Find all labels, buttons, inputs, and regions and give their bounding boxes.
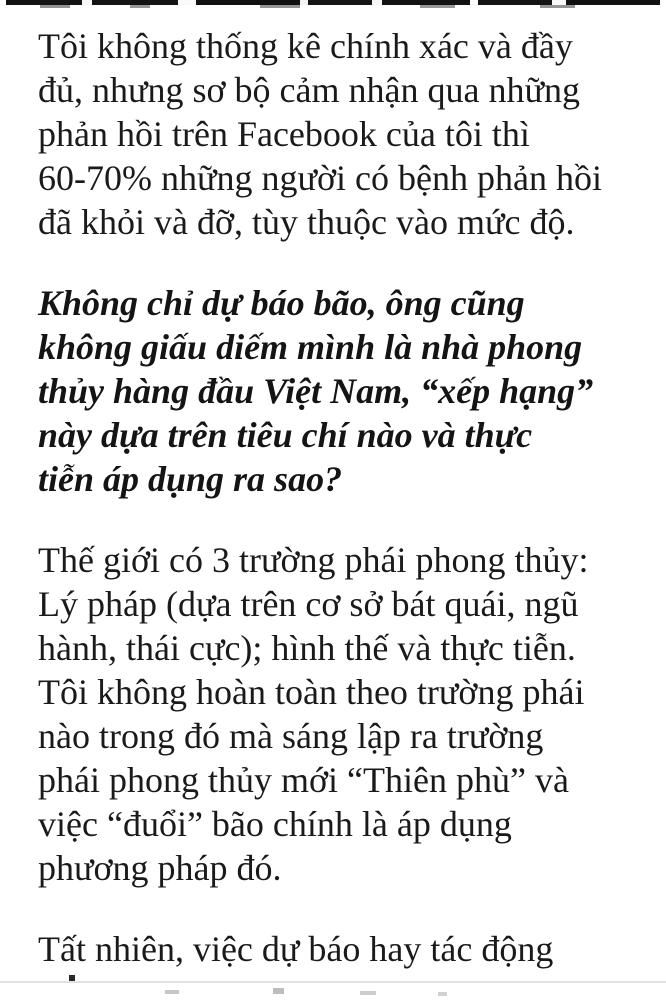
cutoff-glyph-mark: [69, 975, 75, 981]
article-paragraph-answer-3: [38, 927, 666, 971]
text-line: Tôi không hoàn toàn theo trường phái: [38, 672, 585, 712]
cutoff-glyph-mark: [165, 990, 179, 994]
cutoff-glyph-mark: [273, 988, 284, 994]
cutoff-glyph-mark: [360, 991, 376, 995]
text-line: này dựa trên tiêu chí nào và thực: [38, 415, 533, 455]
text-line: việc “đuổi” bão chính là áp dụng: [38, 804, 512, 844]
text-line: 60-70% những người có bệnh phản hồi: [38, 158, 602, 198]
text-line: hành, thái cực); hình thế và thực tiễn.: [38, 628, 576, 668]
text-line: Tất nhiên, việc dự báo hay tác động: [38, 929, 554, 969]
cutoff-glyph-mark: [438, 992, 447, 996]
text-line: Không chỉ dự báo bão, ông cũng: [38, 283, 525, 323]
text-line: không giấu diếm mình là nhà phong: [38, 327, 583, 367]
text-line: phương pháp đó.: [38, 848, 282, 888]
text-line: Tôi không thống kê chính xác và đầy: [38, 26, 573, 66]
article-paragraph-answer-1: [38, 24, 666, 244]
text-line: tiễn áp dụng ra sao?: [38, 459, 343, 499]
text-line: đã khỏi và đỡ, tùy thuộc vào mức độ.: [38, 202, 575, 242]
previous-line-cutoff-fray: [0, 5, 666, 8]
text-line: phản hồi trên Facebook của tôi thì: [38, 114, 530, 154]
text-line: Thế giới có 3 trường phái phong thủy:: [38, 540, 589, 580]
text-line: thủy hàng đầu Việt Nam, “xếp hạng”: [38, 371, 594, 411]
text-line: đủ, nhưng sơ bộ cảm nhận qua những: [38, 70, 580, 110]
article-paragraph-question: [38, 281, 666, 501]
article-body[interactable]: [38, 24, 666, 1008]
text-line: phái phong thủy mới “Thiên phù” và: [38, 760, 569, 800]
article-paragraph-answer-2: [38, 538, 666, 890]
text-line: Lý pháp (dựa trên cơ sở bát quái, ngũ: [38, 584, 579, 624]
text-line: nào trong đó mà sáng lập ra trường: [38, 716, 544, 756]
bottom-divider-hairline: [0, 981, 666, 983]
